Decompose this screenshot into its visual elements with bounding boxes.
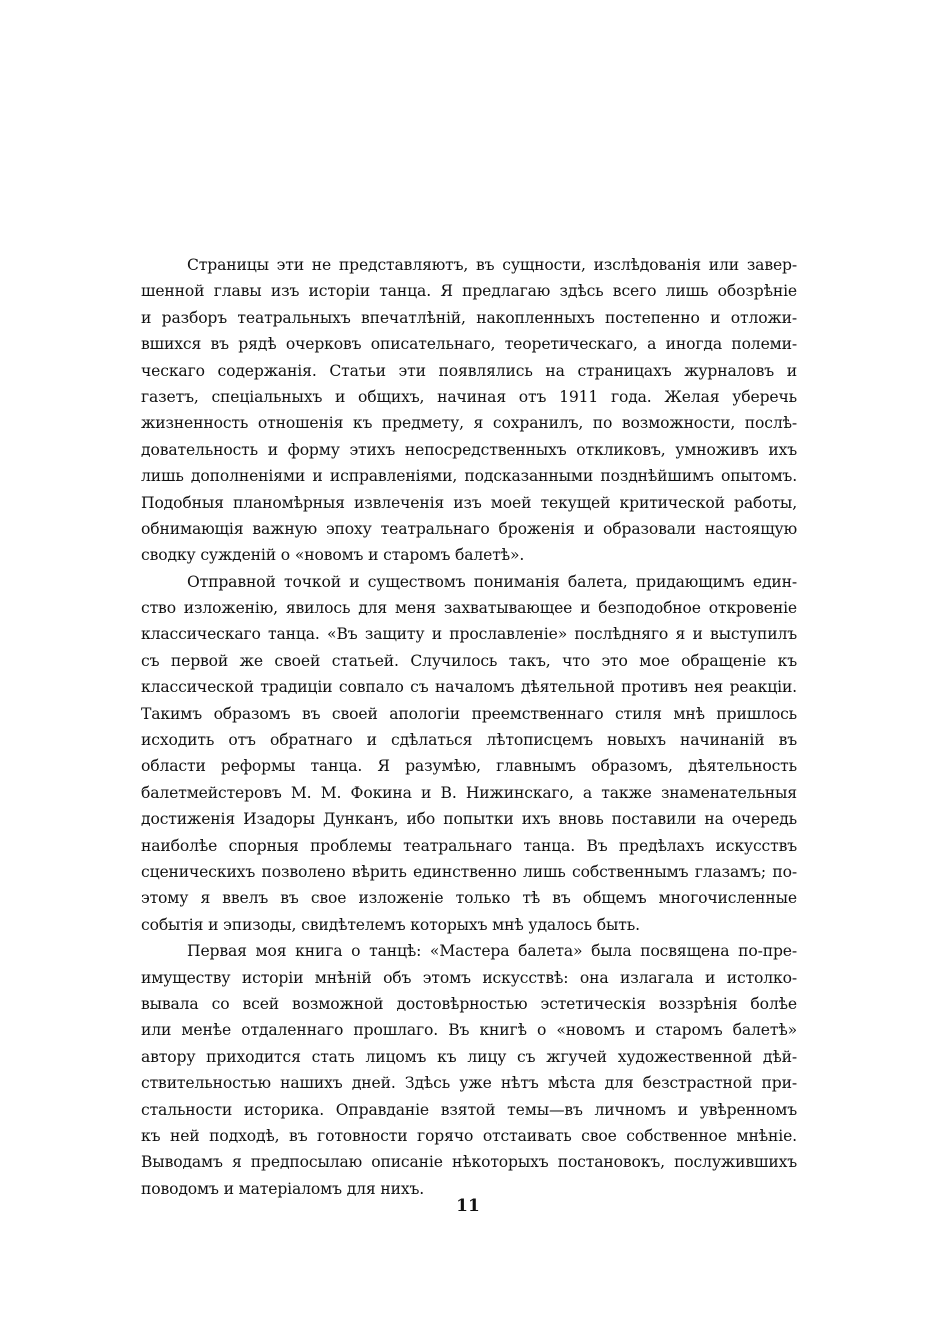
page-number: 11 xyxy=(456,1196,480,1216)
text-line: шенной главы изъ исторіи танца. Я предлагаю здѣсь всего лишь обозрѣніе xyxy=(141,282,797,301)
text-line: и разборъ театральныхъ впечатлѣній, накопленныхъ постепенно и отложи- xyxy=(141,308,797,327)
text-line: или менѣе отдаленнаго прошлаго. Въ книгѣ о «новомъ и старомъ балетѣ» xyxy=(141,1021,797,1040)
paragraph-2 xyxy=(141,569,797,938)
text-line: поводомъ и матеріаломъ для нихъ. xyxy=(141,1179,425,1198)
text-line: газетъ, спеціальныхъ и общихъ, начиная отъ 1911 года. Желая уберечь xyxy=(141,387,797,406)
text-line: ствительностью нашихъ дней. Здѣсь уже нѣтъ мѣста для безстрастной при- xyxy=(141,1074,797,1093)
text-line: имуществу исторіи мнѣній объ этомъ искусствѣ: она излагала и истолко- xyxy=(141,968,797,987)
text-line: Первая моя книга о танцѣ: «Мастера балета» была посвящена по-пре- xyxy=(187,942,797,961)
text-line: балетмейстеровъ М. М. Фокина и В. Нижинскаго, а также знаменательныя xyxy=(141,783,797,802)
text-line: Подобныя планомѣрныя извлеченія изъ моей текущей критической работы, xyxy=(141,493,797,512)
text-line: классическаго танца. «Въ защиту и прославленіе» послѣдняго я и выступилъ xyxy=(141,625,797,644)
text-line: Выводамъ я предпосылаю описаніе нѣкоторыхъ постановокъ, послужившихъ xyxy=(141,1153,797,1172)
text-line: ческаго содержанія. Статьи эти появлялись на страницахъ журналовъ и xyxy=(141,361,797,380)
text-line: къ ней подходѣ, въ готовности горячо отстаивать свое собственное мнѣніе. xyxy=(141,1126,797,1145)
text-line: стальности историка. Оправданіе взятой темы—въ личномъ и увѣренномъ xyxy=(141,1100,797,1119)
text-line: Отправной точкой и существомъ пониманія балета, придающимъ един- xyxy=(187,572,797,591)
text-line: сводку сужденій о «новомъ и старомъ балетѣ». xyxy=(141,546,525,565)
text-line: жизненность отношенія къ предмету, я сохранилъ, по возможности, послѣ- xyxy=(141,414,797,433)
text-line: съ первой же своей статьей. Случилось такъ, что это мое обращеніе къ xyxy=(141,651,797,670)
text-line: довательность и форму этихъ непосредственныхъ откликовъ, умноживъ ихъ xyxy=(141,440,797,459)
text-line: лишь дополненіями и исправленіями, подсказанными позднѣйшимъ опытомъ. xyxy=(141,467,797,486)
paragraph-3 xyxy=(141,938,797,1202)
page-body xyxy=(141,252,797,1202)
text-line: событія и эпизоды, свидѣтелемъ которыхъ мнѣ удалось быть. xyxy=(141,915,640,934)
text-line: вывала со всей возможной достовѣрностью эстетическія воззрѣнія болѣе xyxy=(141,994,797,1013)
text-line: сценическихъ позволено вѣрить единственно лишь собственнымъ глазамъ; по- xyxy=(141,862,797,881)
text-line: исходить отъ обратнаго и сдѣлаться лѣтописцемъ новыхъ начинаній въ xyxy=(141,731,797,750)
paragraph-1 xyxy=(141,252,797,569)
text-line: достиженія Изадоры Дунканъ, ибо попытки ихъ вновь поставили на очередь xyxy=(141,810,797,829)
text-line: области реформы танца. Я разумѣю, главнымъ образомъ, дѣятельность xyxy=(141,757,797,776)
text-line: наиболѣе спорныя проблемы театральнаго танца. Въ предѣлахъ искусствъ xyxy=(141,836,797,855)
text-line: автору приходится стать лицомъ къ лицу съ жгучей художественной дѣй- xyxy=(141,1047,797,1066)
text-line: этому я ввелъ въ свое изложеніе только тѣ въ общемъ многочисленные xyxy=(141,889,797,908)
text-line: классической традиціи совпало съ началомъ дѣятельной противъ нея реакціи. xyxy=(141,678,797,697)
text-line: Такимъ образомъ въ своей апологіи преемственнаго стиля мнѣ пришлось xyxy=(141,704,797,723)
text-line: Страницы эти не представляютъ, въ сущности, изслѣдованія или завер- xyxy=(187,256,797,274)
text-line: вшихся въ рядѣ очерковъ описательнаго, теоретическаго, а иногда полеми- xyxy=(141,335,797,354)
text-line: ство изложенію, явилось для меня захватывающее и безподобное откровеніе xyxy=(141,599,797,618)
text-line: обнимающія важную эпоху театральнаго броженія и образовали настоящую xyxy=(141,519,797,538)
